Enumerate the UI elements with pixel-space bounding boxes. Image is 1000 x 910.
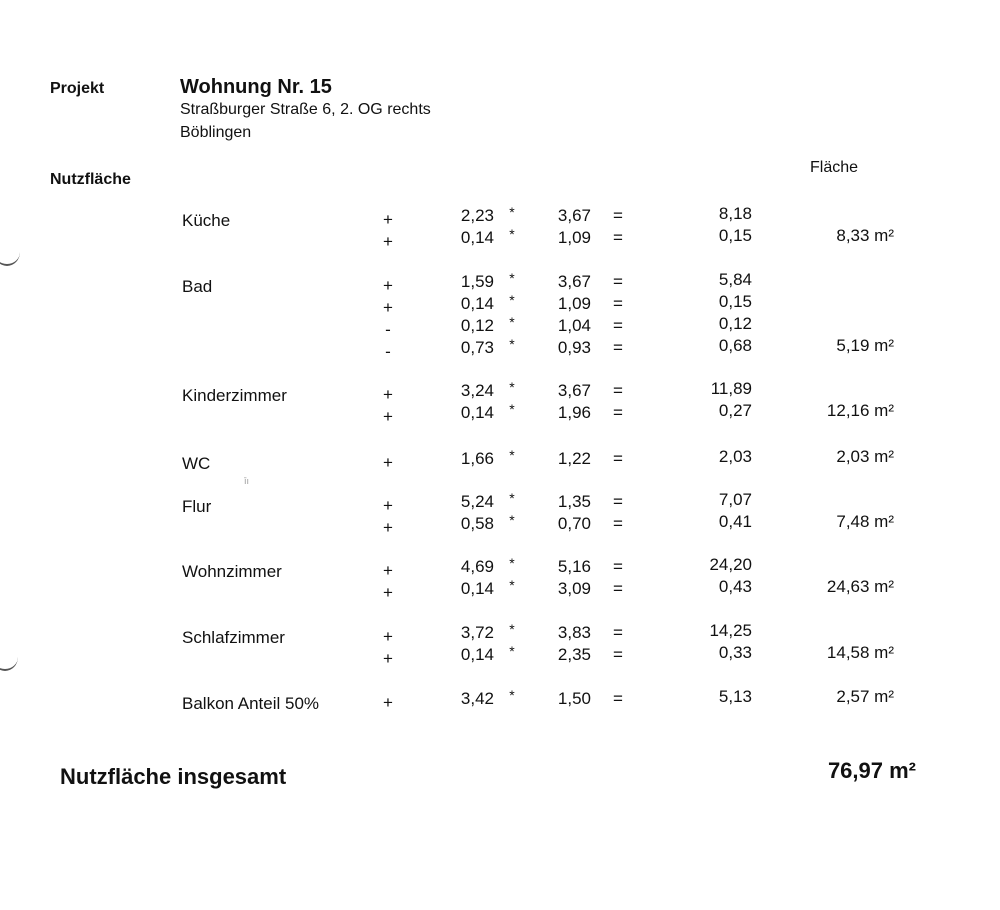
room-name: Küche [182, 211, 231, 230]
equals-sign: = [613, 579, 623, 598]
calc-length: 0,14 [460, 403, 494, 422]
calc-width: 1,09 [557, 294, 591, 313]
room-area-total: 8,33 m² [836, 226, 894, 245]
calc-sign: + [383, 518, 393, 537]
calc-sign: + [383, 407, 393, 426]
room-name: Bad [182, 277, 213, 296]
calc-width: 3,67 [557, 381, 591, 400]
calc-width: 3,67 [557, 206, 591, 225]
total-label: Nutzfläche insgesamt [60, 764, 287, 789]
multiply-sign: * [509, 512, 515, 528]
room-name: Wohnzimmer [182, 562, 282, 581]
equals-sign: = [613, 338, 623, 357]
punch-hole-mark [0, 643, 18, 671]
multiply-sign: * [509, 270, 515, 286]
calc-width: 1,96 [557, 403, 591, 422]
calc-width: 1,35 [557, 492, 591, 511]
equals-sign: = [613, 228, 623, 247]
calc-length: 0,14 [460, 294, 494, 313]
calc-result: 0,12 [718, 314, 752, 333]
multiply-sign: * [509, 621, 515, 637]
room-area-total: 12,16 m² [826, 401, 894, 420]
equals-sign: = [613, 514, 623, 533]
multiply-sign: * [509, 226, 515, 242]
punch-hole-mark [0, 238, 20, 266]
calc-sign: + [383, 453, 393, 472]
address-city: Böblingen [180, 124, 252, 141]
equals-sign: = [613, 492, 623, 511]
equals-sign: = [613, 316, 623, 335]
calc-result: 0,43 [718, 577, 752, 596]
calc-width: 3,67 [557, 272, 591, 291]
section-label: Nutzfläche [50, 171, 131, 188]
calc-sign: - [385, 342, 391, 361]
calc-length: 0,73 [460, 338, 494, 357]
room-area-total: 14,58 m² [826, 643, 894, 662]
room-area-total: 24,63 m² [826, 577, 894, 596]
room-name: Kinderzimmer [182, 386, 287, 405]
calc-width: 1,04 [557, 316, 591, 335]
calc-length: 0,12 [460, 316, 494, 335]
equals-sign: = [613, 272, 623, 291]
calc-width: 0,93 [557, 338, 591, 357]
calc-sign: - [385, 320, 391, 339]
column-heading-flaeche: Fläche [810, 159, 859, 176]
calc-result: 0,41 [718, 512, 752, 531]
equals-sign: = [613, 381, 623, 400]
calc-width: 1,50 [557, 689, 591, 708]
calc-result: 24,20 [709, 555, 752, 574]
page-title: Wohnung Nr. 15 [180, 76, 332, 98]
calc-length: 5,24 [460, 492, 494, 511]
calc-length: 0,14 [460, 579, 494, 598]
multiply-sign: * [509, 577, 515, 593]
room-area-total: 7,48 m² [836, 512, 894, 531]
calc-length: 0,14 [460, 645, 494, 664]
room-area-total: 5,19 m² [836, 336, 894, 355]
calc-width: 5,16 [557, 557, 591, 576]
multiply-sign: * [509, 490, 515, 506]
calc-result: 0,33 [718, 643, 752, 662]
total-value: 76,97 m² [827, 758, 916, 783]
room-name: Schlafzimmer [182, 628, 285, 647]
multiply-sign: * [509, 292, 515, 308]
calc-result: 0,15 [718, 226, 752, 245]
calc-result: 5,13 [718, 687, 752, 706]
calc-result: 7,07 [718, 490, 752, 509]
scan-speck: īı [244, 476, 250, 486]
multiply-sign: * [509, 555, 515, 571]
calc-length: 0,58 [460, 514, 494, 533]
equals-sign: = [613, 206, 623, 225]
calc-sign: + [383, 649, 393, 668]
calc-result: 2,03 [718, 447, 752, 466]
equals-sign: = [613, 557, 623, 576]
calc-length: 0,14 [460, 228, 494, 247]
room-name: Flur [182, 497, 212, 516]
calc-sign: + [383, 561, 393, 580]
calc-sign: + [383, 627, 393, 646]
calc-result: 0,27 [718, 401, 752, 420]
multiply-sign: * [509, 314, 515, 330]
calc-result: 8,18 [718, 204, 752, 223]
calc-length: 3,72 [460, 623, 494, 642]
calc-length: 3,42 [460, 689, 494, 708]
equals-sign: = [613, 449, 623, 468]
calc-sign: + [383, 496, 393, 515]
equals-sign: = [613, 403, 623, 422]
calc-sign: + [383, 210, 393, 229]
calc-length: 4,69 [460, 557, 494, 576]
calc-result: 0,68 [718, 336, 752, 355]
calc-sign: + [383, 232, 393, 251]
multiply-sign: * [509, 379, 515, 395]
room-name: WC [182, 454, 211, 473]
room-area-total: 2,57 m² [836, 687, 894, 706]
calc-width: 0,70 [557, 514, 591, 533]
multiply-sign: * [509, 687, 515, 703]
calc-result: 5,84 [718, 270, 752, 289]
address-street: Straßburger Straße 6, 2. OG rechts [180, 101, 431, 118]
calc-width: 2,35 [557, 645, 591, 664]
calc-sign: + [383, 693, 393, 712]
equals-sign: = [613, 645, 623, 664]
room-name: Balkon Anteil 50% [182, 694, 320, 713]
multiply-sign: * [509, 204, 515, 220]
equals-sign: = [613, 689, 623, 708]
calc-sign: + [383, 583, 393, 602]
calc-width: 1,22 [557, 449, 591, 468]
calc-length: 2,23 [460, 206, 494, 225]
multiply-sign: * [509, 643, 515, 659]
calc-width: 3,09 [557, 579, 591, 598]
calc-sign: + [383, 385, 393, 404]
calc-result: 11,89 [710, 379, 752, 398]
calc-result: 14,25 [709, 621, 752, 640]
calc-sign: + [383, 298, 393, 317]
calc-length: 1,59 [460, 272, 494, 291]
room-area-total: 2,03 m² [836, 447, 894, 466]
calc-sign: + [383, 276, 393, 295]
multiply-sign: * [509, 336, 515, 352]
project-label: Projekt [50, 80, 105, 97]
calc-result: 0,15 [718, 292, 752, 311]
equals-sign: = [613, 294, 623, 313]
multiply-sign: * [509, 401, 515, 417]
calc-width: 3,83 [557, 623, 591, 642]
multiply-sign: * [509, 447, 515, 463]
calc-length: 3,24 [460, 381, 494, 400]
calc-width: 1,09 [557, 228, 591, 247]
calc-length: 1,66 [460, 449, 494, 468]
equals-sign: = [613, 623, 623, 642]
